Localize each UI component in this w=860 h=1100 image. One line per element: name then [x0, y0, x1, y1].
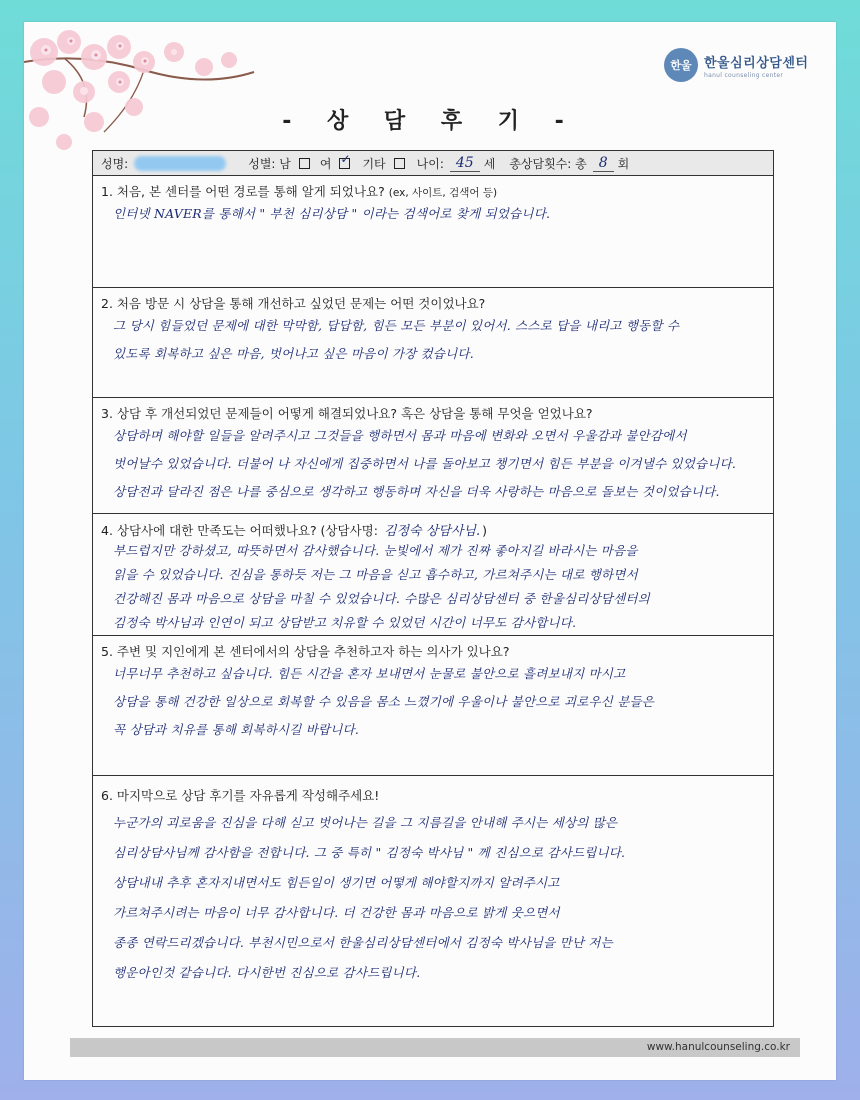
- sessions-label: 총상담횟수: 총: [509, 156, 587, 171]
- question-5-text: 5. 주변 및 지인에게 본 센터에서의 상담을 추천하고자 하는 의사가 있나요?: [101, 644, 510, 659]
- question-1-example: (ex, 사이트, 검색어 등): [388, 187, 498, 199]
- question-1-section: [93, 176, 773, 288]
- answer-line: 상담을 통해 건강한 일상으로 회복할 수 있음을 몸소 느꼈기에 우울이나 불안으로 괴로우신 분들은: [113, 694, 655, 709]
- age-unit: 세: [483, 156, 496, 171]
- answer-line: 있도록 회복하고 싶은 마음, 벗어나고 싶은 마음이 가장 컸습니다.: [113, 346, 474, 361]
- answer-line: 김정숙 박사님과 인연이 되고 상담받고 치유할 수 있었던 시간이 너무도 감사합니다.: [113, 615, 577, 630]
- question-2-section: [93, 288, 773, 398]
- page-title: - 상 담 후 기 -: [282, 109, 578, 134]
- answer-line: 꼭 상담과 치유를 통해 회복하시길 바랍니다.: [113, 722, 359, 737]
- question-4-text: 4. 상담사에 대한 만족도는 어떠했나요? (상담사명:: [101, 523, 378, 538]
- other-label: 기타: [362, 156, 386, 171]
- sessions-value: 8: [593, 155, 614, 172]
- answer-line: 너무너무 추천하고 싶습니다. 힘든 시간을 혼자 보내면서 눈물로 불안으로 흘려보내지 마시고: [113, 666, 626, 681]
- logo-mark: 한울: [664, 48, 698, 82]
- answer-line: 행운아인것 같습니다. 다시한번 진심으로 감사드립니다.: [113, 965, 421, 980]
- question-2-text: 2. 처음 방문 시 상담을 통해 개선하고 싶었던 문제는 어떤 것이었나요?: [101, 296, 486, 311]
- answer-line: 상담하며 해야할 일들을 알려주시고 그것들을 행하면서 몸과 마음에 변화와 오면서 우울감과 불안감에서: [113, 428, 687, 443]
- answer-line: 상담전과 달라진 점은 나를 중심으로 생각하고 행동하며 자신을 더욱 사랑하는 마음으로 돌보는 것이었습니다.: [113, 484, 720, 499]
- gender-label: 성별: 남: [248, 156, 291, 171]
- age-label: 나이:: [416, 156, 444, 171]
- answer-line: 읽을 수 있었습니다. 진심을 통하듯 저는 그 마음을 싣고 흡수하고, 가르쳐주시는 대로 행하면서: [113, 567, 638, 582]
- answer-line: 심리상담사님께 감사함을 전합니다. 그 중 특히 " 김정숙 박사님 " 께 진심으로 감사드립니다.: [113, 845, 626, 860]
- question-6-section: [93, 776, 773, 1026]
- question-3-text: 3. 상담 후 개선되었던 문제들이 어떻게 해결되었나요? 혹은 상담을 통해 무엇을 얻었나요?: [101, 406, 593, 421]
- answer-line: 부드럽지만 강하셨고, 따뜻하면서 감사했습니다. 눈빛에서 제가 진짜 좋아지길 바라시는 마음을: [113, 543, 638, 558]
- website-footer: www.hanulcounseling.co.kr: [70, 1038, 800, 1057]
- other-checkbox[interactable]: [394, 158, 405, 169]
- age-value: 45: [450, 155, 480, 172]
- answer-line: 상담내내 추후 혼자지내면서도 힘든일이 생기면 어떻게 해야할지까지 알려주시고: [113, 875, 560, 890]
- logo-name: 한울심리상담센터: [704, 55, 809, 71]
- question-4-close: ): [482, 523, 487, 538]
- male-checkbox[interactable]: [299, 158, 310, 169]
- question-3-section: [93, 398, 773, 514]
- review-form: [92, 150, 774, 1027]
- question-4-section: [93, 514, 773, 636]
- logo-subtitle: hanul counseling center: [704, 71, 784, 79]
- answer-line: 종종 연락드리겠습니다. 부천시민으로서 한울심리상담센터에서 김정숙 박사님을 만난 저는: [113, 935, 613, 950]
- answer-line: 인터넷 NAVER를 통해서 " 부천 심리상담 " 이라는 검색어로 찾게 되었습니다.: [113, 206, 551, 221]
- sessions-unit: 회: [617, 156, 630, 171]
- info-row: [93, 151, 773, 176]
- redacted-name: [134, 156, 226, 171]
- answer-line: 가르쳐주시려는 마음이 너무 감사합니다. 더 건강한 몸과 마음으로 밝게 웃으면서: [113, 905, 560, 920]
- name-label: 성명:: [101, 156, 129, 171]
- answer-line: 건강해진 몸과 마음으로 상담을 마칠 수 있었습니다. 수많은 심리상담센터 중 한울심리상담센터의: [113, 591, 650, 606]
- question-6-text: 6. 마지막으로 상담 후기를 자유롭게 작성해주세요!: [101, 788, 380, 803]
- counselor-name: 김정숙 상담사님.: [383, 524, 481, 539]
- question-5-section: [93, 636, 773, 776]
- answer-line: 누군가의 괴로움을 진심을 다해 싣고 벗어나는 길을 그 지름길을 안내해 주시는 세상의 많은: [113, 815, 618, 830]
- female-checkbox[interactable]: [339, 158, 350, 169]
- review-page: [24, 22, 836, 1080]
- answer-line: 그 당시 힘들었던 문제에 대한 막막함, 답답함, 힘든 모든 부분이 있어서. 스스로 답을 내리고 행동할 수: [113, 318, 680, 333]
- question-1-text: 1. 처음, 본 센터를 어떤 경로를 통해 알게 되었나요?: [101, 184, 385, 199]
- female-label: 여: [319, 156, 332, 171]
- answer-line: 벗어날수 있었습니다. 더불어 나 자신에게 집중하면서 나를 돌아보고 챙기면서 힘든 부분을 이겨낼수 있었습니다.: [113, 456, 737, 471]
- center-logo: [664, 48, 808, 82]
